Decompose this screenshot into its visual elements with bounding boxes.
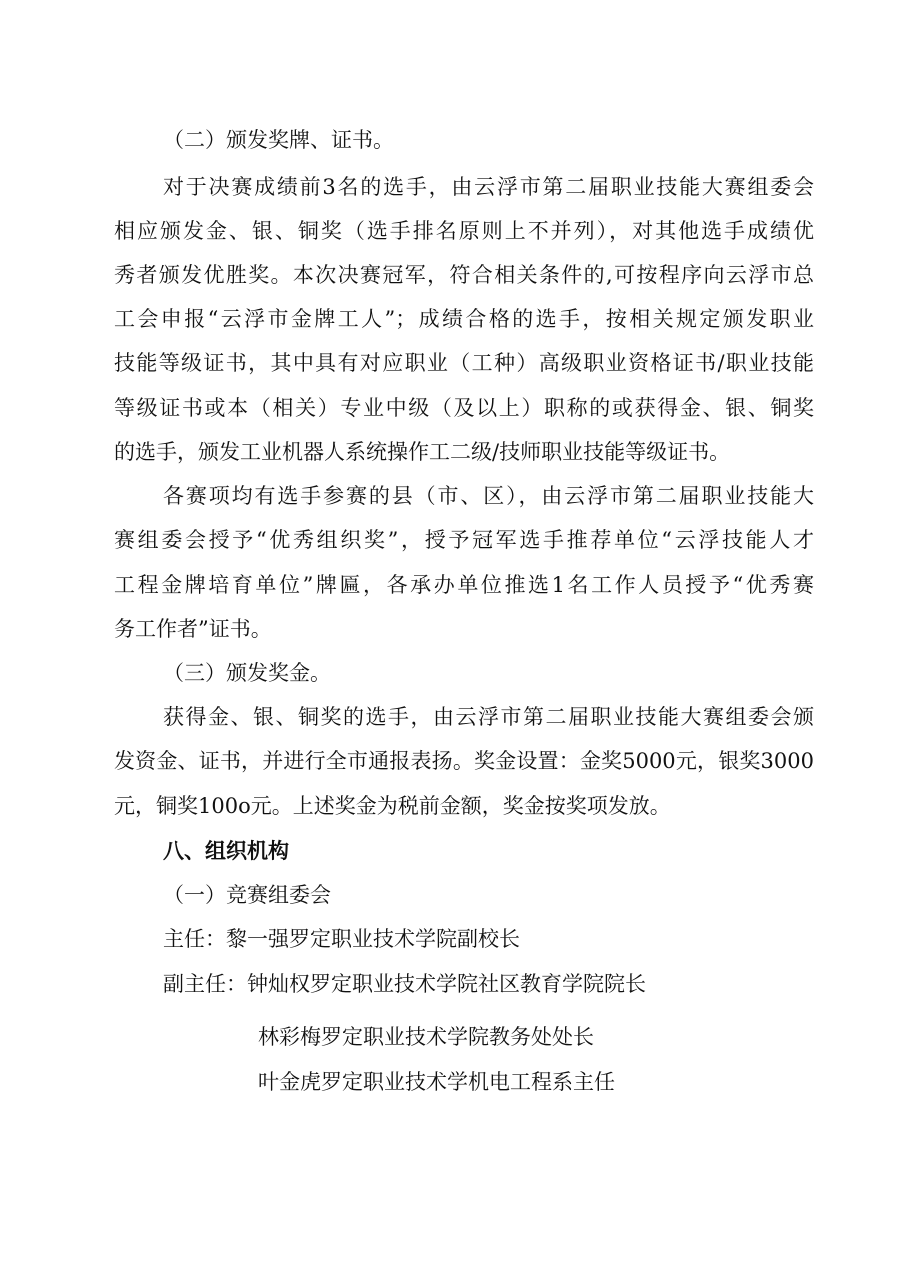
committee-deputy-member: 叶金虎罗定职业技术学机电工程系主任 <box>258 1070 615 1094</box>
section-heading-3: （三）颁发奖金。 <box>163 661 331 685</box>
paragraph-line: 技能等级证书，其中具有对应职业（工种）高级职业资格证书/职业技能 <box>114 351 814 375</box>
committee-director: 主任：黎一强罗定职业技术学院副校长 <box>163 927 520 951</box>
paragraph-line: 秀者颁发优胜奖。本次决赛冠军，符合相关条件的,可按程序向云浮市总 <box>114 263 814 287</box>
committee-deputy-member: 林彩梅罗定职业技术学院教务处处长 <box>258 1025 594 1049</box>
paragraph-line: 相应颁发金、银、铜奖（选手排名原则上不并列），对其他选手成绩优 <box>114 219 814 243</box>
paragraph-line: 发资金、证书，并进行全市通报表扬。奖金设置：金奖5000元，银奖3000 <box>114 749 814 773</box>
section-heading-2: （二）颁发奖牌、证书。 <box>163 128 394 152</box>
paragraph-line: 务工作者”证书。 <box>114 617 272 641</box>
paragraph-line: 元，铜奖100o元。上述奖金为税前金额，奖金按奖项发放。 <box>114 794 671 818</box>
paragraph-line: 工程金牌培育单位”牌匾，各承办单位推选1名工作人员授予“优秀赛 <box>114 573 814 597</box>
paragraph-line: 各赛项均有选手参赛的县（市、区），由云浮市第二届职业技能大 <box>163 484 814 508</box>
paragraph-line: 工会申报“云浮市金牌工人”；成绩合格的选手，按相关规定颁发职业 <box>114 307 814 331</box>
paragraph-line: 赛组委会授予“优秀组织奖”，授予冠军选手推荐单位“云浮技能人才 <box>114 528 814 552</box>
paragraph-line: 获得金、银、铜奖的选手，由云浮市第二届职业技能大赛组委会颁 <box>163 705 814 729</box>
subheading-committee: （一）竞赛组委会 <box>163 883 331 907</box>
paragraph-line: 对于决赛成绩前3名的选手，由云浮市第二届职业技能大赛组委会 <box>163 175 814 199</box>
paragraph-line: 等级证书或本（相关）专业中级（及以上）职称的或获得金、银、铜奖 <box>114 396 814 420</box>
chapter-title: 八、组织机构 <box>163 838 289 863</box>
paragraph-line: 的选手，颁发工业机器人系统操作工二级/技师职业技能等级证书。 <box>114 440 731 464</box>
committee-deputy-director: 副主任：钟灿权罗定职业技术学院社区教育学院院长 <box>163 972 646 996</box>
